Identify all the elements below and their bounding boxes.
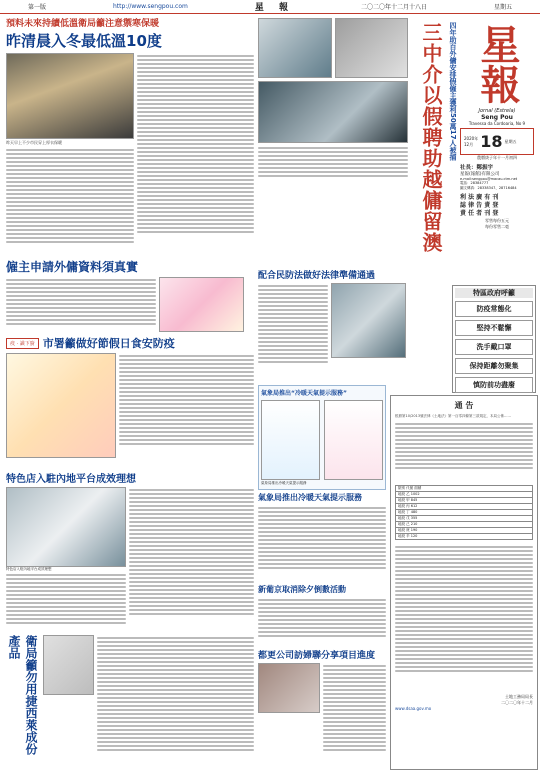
company: 星報(報館)有限公司 [460, 172, 500, 177]
article-body [119, 353, 254, 458]
article-urban-renewal [258, 648, 386, 770]
photo-caption: 氣象局推出冷暖天氣提示服務 [261, 481, 307, 485]
article-body-col2 [137, 53, 254, 259]
article-weather-text [258, 492, 386, 582]
photo-meeting [331, 283, 406, 358]
notice-body [395, 421, 533, 481]
article-body [6, 277, 156, 332]
article-kicker: 預料未來持續低溫衛局籲注意禦寒保暖 [6, 19, 160, 29]
gov-slogan: 防疫常態化 [455, 301, 533, 317]
phone-screenshot [261, 400, 320, 480]
photo-evidence [335, 18, 408, 78]
notice-url[interactable]: www.dsaa.gov.mo [395, 706, 432, 711]
fax: 圖文傳真：28338347、28716484 [460, 186, 517, 190]
date-day: 18 [480, 132, 503, 151]
article-body [258, 283, 328, 373]
article-body [258, 145, 408, 185]
ad-notice: 利 法 廣 有 刊 誌 律 告 責 登 責 任 者 刊 登 [460, 194, 499, 217]
subscribe: 每份零售二毫 [485, 224, 509, 229]
notice-intro: 根據第10/2013號法律《土地法》第一百零四條第三款規定，本局公佈…… [395, 414, 512, 418]
photo-caption: 昨天早上不少市民穿上厚衣保暖 [6, 140, 62, 145]
article-headline: 新葡京取消除夕倒數活動 [258, 585, 346, 594]
article-headline: 氣象局推出“冷暖天氣提示服務” [261, 390, 347, 397]
article-headline: 市署籲做好節假日食安防疫 [42, 337, 175, 350]
gov-slogan: 堅持不鬆懈 [455, 320, 533, 336]
photo-cold-weather [6, 53, 134, 139]
header-title: 星 報 [254, 3, 294, 13]
article-body [97, 635, 254, 765]
masthead-en2: Seng Pou [481, 114, 513, 121]
masthead-en: Jornal (Estrela) [478, 108, 516, 114]
notice-signatory: 土地工務局局長 [505, 694, 533, 699]
main-headline: 三中介以假聘助越傭留澳 [419, 22, 443, 253]
article-body [323, 663, 386, 768]
article-helper-info [6, 258, 254, 333]
gov-slogan: 保持距離勿聚集 [455, 358, 533, 374]
photo-shops [6, 487, 126, 567]
gov-appeal-title: 特區政府呼籲 [455, 288, 533, 298]
issue-date: 二〇二〇年十二月十八日 [360, 4, 427, 11]
photo-press-conference [258, 81, 408, 143]
site-url[interactable]: http://www.sengpou.com [112, 3, 188, 10]
article-cold-weather [6, 16, 254, 256]
article-fake-hire-photos [258, 18, 408, 188]
price: 零售每份五元 [485, 218, 509, 223]
article-body [6, 572, 126, 630]
masthead-address: Travessa da Cordoaria, No 9 [468, 121, 526, 126]
main-headline-block [410, 22, 458, 267]
infographic-food [6, 353, 116, 458]
photo-caption: 特色店入駐內地平台成效理想 [6, 567, 52, 571]
notice-body-2 [395, 544, 533, 694]
tag-label: 疫 · 識下廚 [6, 338, 39, 349]
notice-title: 通 告 [454, 401, 474, 410]
masthead-logo: 星報 [474, 24, 521, 104]
gov-appeal-box [452, 285, 536, 393]
article-headline: 特色店入駐內地平台成效理想 [6, 474, 136, 485]
page-header [0, 0, 540, 14]
article-body-col2 [129, 487, 254, 632]
article-headline: 都更公司訪婦聯分享項目進度 [258, 651, 376, 661]
article-weather-service [258, 385, 386, 490]
date-box: 2020年 12月 18 星期五 [460, 128, 534, 155]
infographic-helper [159, 277, 244, 332]
article-headline: 衛局籲勿用捷西萊成份產品 [7, 635, 38, 755]
main-subheadline: 四年助百外傭安排假僱主獲利50萬17人被捕 [449, 22, 457, 161]
page-number: 第一版 [28, 4, 47, 11]
masthead [460, 20, 534, 230]
article-specialty-shops [6, 470, 254, 630]
article-headline: 僱主申請外傭資料須真實 [6, 260, 139, 274]
article-headline: 配合民防法做好法律準備通過 [258, 271, 376, 281]
article-body [6, 147, 134, 259]
phone-screenshot [324, 400, 383, 480]
article-health-bureau [6, 635, 254, 770]
article-body [258, 597, 386, 645]
photo-suspects [258, 18, 332, 78]
article-headline: 昨清晨入冬最低溫10度 [6, 32, 162, 50]
publisher: 社長：鄭振宇 [460, 165, 494, 171]
phone: 電話：28384777 [460, 181, 489, 185]
notice-table: 類別 代號 面積 地段 乙 1002 地段 甲 845 地段 丙 612 地段 丁 480 地段 戊 355 地段 己 210 地段 庚 190 地段 辛 120 [395, 485, 533, 540]
public-notice [390, 395, 538, 770]
issue-weekday: 星期五 [493, 4, 512, 11]
article-food-safety [6, 335, 254, 465]
article-countdown-cancelled [258, 584, 386, 646]
notice-date: 二〇二〇年十二月 [501, 700, 533, 705]
article-headline: 氣象局推出冷暖天氣提示服務 [258, 493, 362, 502]
lunar-date: 農曆庚子年十一月初四 [477, 155, 517, 160]
gov-slogan: 慎防前功盡廢 [455, 377, 533, 393]
article-civil-protection [258, 268, 406, 378]
photo-product [43, 635, 94, 695]
gov-slogan: 洗手戴口罩 [455, 339, 533, 355]
article-body [258, 505, 386, 580]
photo-visit [258, 663, 320, 713]
email[interactable]: e-mail:sengpou@macau.ctm.net [460, 177, 518, 181]
